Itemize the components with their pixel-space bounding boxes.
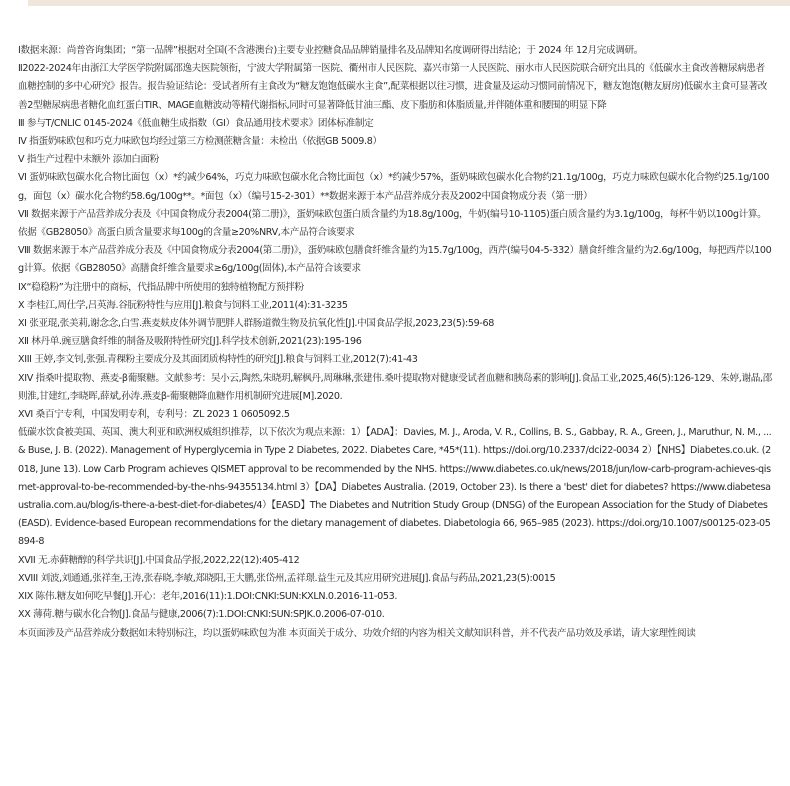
footnote-2: Ⅱ2022-2024年由浙江大学医学院附属邵逸夫医院领衔，宁波大学附属第一医院、衢州市人民医院、嘉兴市第一人民医院、丽水市人民医院联合研究出具的《低碳水主食改善糖尿病患者血糖控制的多中心研究》报告。报告验证结论：受试者所有主食改为“糖友饱饱低碳水主食”,配菜根据以往习惯，进食量及运动习惯同前情况下，糖友饱饱(糖友厨房)低碳水主食可显著改善2型糖尿病患者糖化血红蛋白TIR、MAGE血糖波动等精代谢指标,同时可显著降低甘油三酯、皮下脂肪和体脂质量,并伴随体重和腰围的明显下降 — [18, 63, 767, 111]
top-decorative-band — [28, 0, 790, 6]
footnote-20: XX 薄荷.糖与碳水化合物[J].食品与健康,2006(7):1.DOI:CNKI:SUN:SPJK.0.2006-07-010. — [18, 609, 385, 621]
footnote-6: Ⅵ 蛋奶味欧包碳水化合物比面包（x）*约减少64%，巧克力味欧包碳水化合物比面包（x）*约减少57%，蛋奶味欧包碳水化合物约21.1g/100g，巧克力味欧包碳水化合物约25.1g/100g，面包（x）碳水化合物约58.6g/100g**。*面包（x）（编号15-2-301）**数据来源于本产品营养成分表及2002中国食物成分表（第一册） — [18, 172, 770, 202]
footnote-13: XIII 王婷,李文钊,张强.青稞粉主要成分及其面团质构特性的研究[J].粮食与饲料工业,2012(7):41-43 — [18, 354, 418, 366]
footnote-19: XIX 陈伟.糖友如何吃早餐[J].开心：老年,2016(11):1.DOI:CNKI:SUN:KXLN.0.2016-11-053. — [18, 591, 398, 603]
footnote-10: Ⅹ 李桂江,周仕学,吕英海.谷朊粉特性与应用[J].粮食与饲料工业,2011(4):31-3235 — [18, 299, 348, 311]
footnote-9: Ⅸ“稳稳粉”为注册中的商标，代指品牌中所使用的独特植物配方预拌粉 — [18, 281, 304, 293]
footnote-8: Ⅷ 数据来源于本产品营养成分表及《中国食物成分表2004(第二册)》，蛋奶味欧包膳食纤维含量约为15.7g/100g，西芹(编号04-5-332）膳食纤维含量约为2.6g/100g，每把西芹以100g计算。依据《GB28050》高膳食纤维含量要求≥6g/100g(固体),本产品符合该要求 — [18, 245, 772, 275]
page-disclaimer: 本页面涉及产品营养成分数据如未特别标注，均以蛋奶味欧包为准 本页面关于成分、功效介绍的内容为相关文献知识科普，并不代表产品功效及承诺，请大家理性阅读 — [18, 627, 696, 639]
footnote-18: XVIII 刘波,刘通通,张祥奎,王涛,张春晓,李敏,郑晓阳,王大鹏,张岱州,孟祥璟.益生元及其应用研究进展[J].食品与药品,2021,23(5):0015 — [18, 572, 556, 584]
footnotes-list — [18, 42, 774, 643]
footnote-low-carb-sources: 低碳水饮食被美国、英国、澳大利亚和欧洲权威组织推荐，以下依次为观点来源：1）【ADA】：Davies, M. J., Aroda, V. R., Collins, B. S., Gabbay, R. A., Green, J., Maruthur, N. M., ... & Buse, J. B. (2022). Management of Hyperglycemia in Type 2 Diabetes, 2022. Diabetes Care, *45*(11). https://doi.org/10.2337/dci22-0034 2）【NHS】Diabetes.co.uk. (2018, June 13). Low Carb Program achieves QISMET approval to be recommended by the NHS. https://www.diabetes.co.uk/news/2018/jun/low-carb-program-achieves-qismet-approval-to-be-recommended-by-the-nhs-94355134.html 3）【DA】Diabetes Australia. (2019, October 23). Is there a 'best' diet for diabetes? https://www.diabetesaustralia.com.au/blog/is-there-a-best-diet-for-diabetes/4）【EASD】The Diabetes and Nutrition Study Group (DNSG) of the European Association for the Study of Diabetes (EASD). Evidence-based European recommendations for the dietary management of diabetes. Diabetologia 66, 965–985 (2023). https://doi.org/10.1007/s00125-023-05894-8 — [18, 427, 772, 548]
footnote-4: Ⅳ 指蛋奶味欧包和巧克力味欧包均经过第三方检测蔗糖含量：未检出（依据GB 5009.8） — [18, 136, 382, 148]
footnote-17: XVII 无.赤藓糖醇的科学共识[J].中国食品学报,2022,22(12):405-412 — [18, 554, 300, 566]
footnote-1: Ⅰ数据来源：尚普咨询集团；“第一品牌”根据对全国(不含港澳台)主要专业控糖食品品牌销量排名及品牌知名度调研得出结论；于 2024 年 12月完成调研。 — [18, 45, 643, 56]
footnote-16: XVI 桑百宁专利，中国发明专利，专利号：ZL 2023 1 0605092.5 — [18, 409, 290, 421]
footnote-11: Ⅺ 张亚琨,张美莉,谢念念,白雪.燕麦麸皮体外调节肥胖人群肠道微生物及抗氧化性[J].中国食品学报,2023,23(5):59-68 — [18, 318, 495, 330]
footnote-5: Ⅴ 指生产过程中未额外 添加白面粉 — [18, 154, 160, 166]
footnote-7: Ⅶ 数据来源于产品营养成分表及《中国食物成分表2004(第二册)》，蛋奶味欧包蛋白质含量约为18.8g/100g，牛奶(编号10-1105)蛋白质含量约为3.1g/100g，每杯牛奶以100g计算。依据《GB28050》高蛋白质含量要求每100g的含量≥20%NRV,本产品符合该要求 — [18, 208, 767, 239]
footnote-14: XIV 指桑叶提取物、燕麦-β葡聚糖。文献参考：吴小云,陶然,朱晓玥,解枫丹,周琳琳,张建伟.桑叶提取物对健康受试者血糖和胰岛素的影响[J].食品工业,2025,46(5):126-129、朱婷,谢晶,邵则淮,甘建红,李晓晖,薛斌,孙涛.燕麦β-葡聚糖降血糖作用机制研究进展[M].2020. — [18, 372, 772, 402]
footnote-3: Ⅲ 参与T/CNLIC 0145-2024《低血糖生成指数（GI）食品通用技术要求》团体标准制定 — [18, 117, 374, 129]
footnote-12: Ⅻ 林丹单.豌豆膳食纤维的制备及吸附特性研究[J].科学技术创新,2021(23):195-196 — [18, 336, 362, 348]
